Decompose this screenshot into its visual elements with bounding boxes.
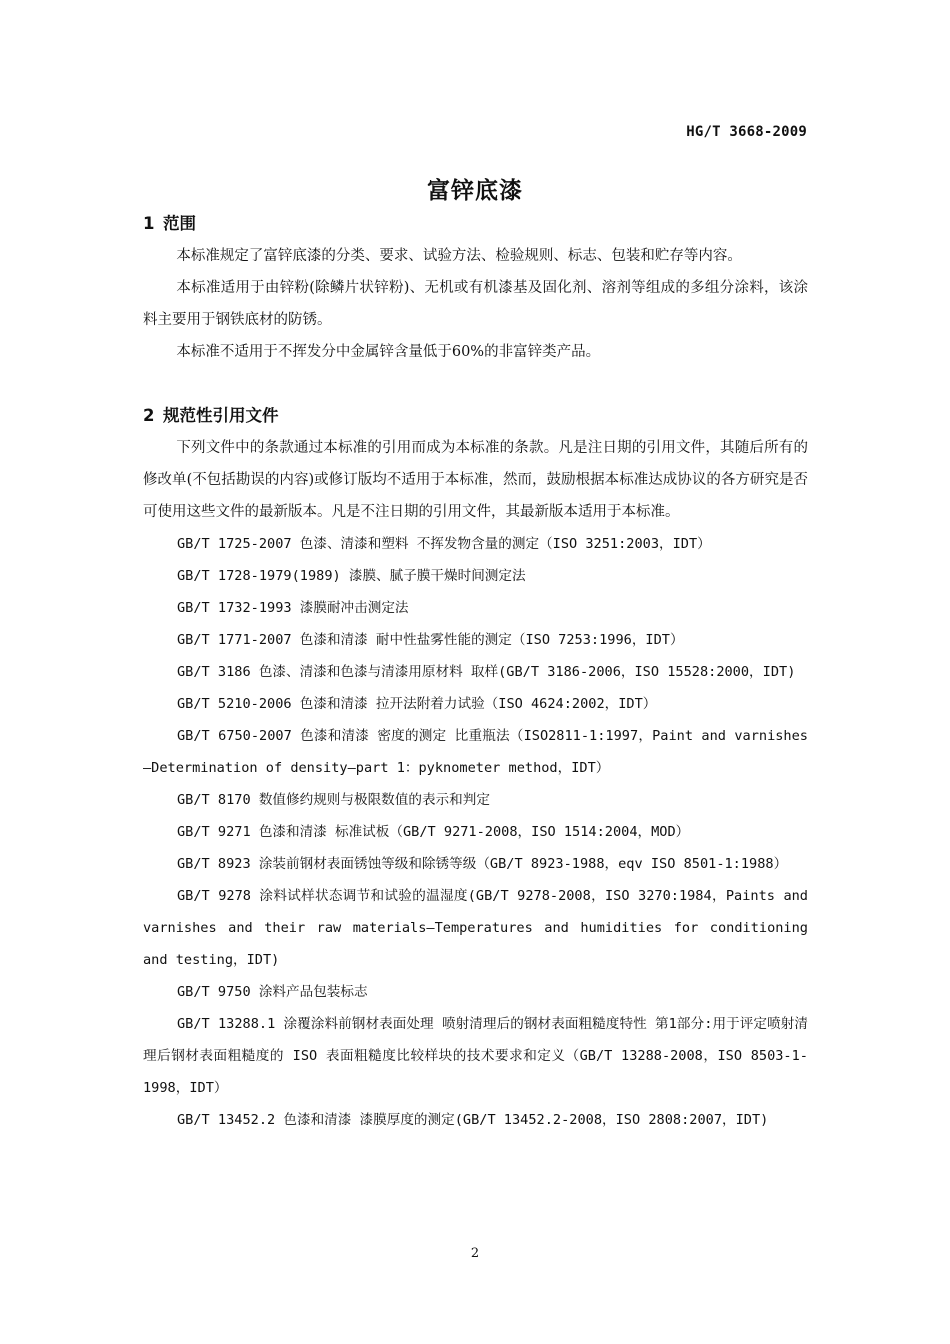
page-number: 2 bbox=[470, 1246, 480, 1261]
reference-item: GB/T 1732-1993 漆膜耐冲击测定法 bbox=[177, 600, 409, 616]
section-heading-normative-references bbox=[143, 400, 808, 432]
reference-item: GB/T 3186 色漆、清漆和色漆与清漆用原材料 取样(GB/T 3186-2006，ISO 15528:2000，IDT) bbox=[177, 664, 796, 680]
reference-item: GB/T 1728-1979(1989) 漆膜、腻子膜干燥时间测定法 bbox=[177, 568, 526, 584]
section-title: 规范性引用文件 bbox=[163, 406, 279, 425]
reference-item: GB/T 9750 涂料产品包装标志 bbox=[177, 984, 368, 1000]
scope-paragraph: 本标准规定了富锌底漆的分类、要求、试验方法、检验规则、标志、包装和贮存等内容。 bbox=[176, 248, 742, 264]
reference-item: GB/T 6750-2007 色漆和清漆 密度的测定 比重瓶法（ISO2811-1:1997，Paint and varnishes—Determination of density—part 1：pyknometer method，IDT） bbox=[143, 728, 808, 776]
standard-code: HG/T 3668-2009 bbox=[686, 124, 807, 140]
reference-item: GB/T 1771-2007 色漆和清漆 耐中性盐雾性能的测定（ISO 7253:1996，IDT） bbox=[177, 632, 684, 648]
reference-item: GB/T 1725-2007 色漆、清漆和塑料 不挥发物含量的测定（ISO 3251:2003，IDT） bbox=[177, 536, 711, 552]
reference-item: GB/T 5210-2006 色漆和清漆 拉开法附着力试验（ISO 4624:2002，IDT） bbox=[177, 696, 657, 712]
reference-item: GB/T 13288.1 涂覆涂料前钢材表面处理 喷射清理后的钢材表面粗糙度特性 第1部分:用于评定喷射清理后钢材表面粗糙度的 ISO 表面粗糙度比较样块的技术要求和定义（GB/T 13288-2008，ISO 8503-1-1998，IDT） bbox=[143, 1016, 808, 1096]
reference-item: GB/T 8170 数值修约规则与极限数值的表示和判定 bbox=[177, 792, 490, 808]
document-title: 富锌底漆 bbox=[427, 178, 523, 204]
reference-item: GB/T 9271 色漆和清漆 标准试板（GB/T 9271-2008，ISO 1514:2004，MOD） bbox=[177, 824, 690, 840]
reference-item: GB/T 13452.2 色漆和清漆 漆膜厚度的测定(GB/T 13452.2-2008，ISO 2808:2007，IDT) bbox=[177, 1112, 769, 1128]
scope-paragraph: 本标准适用于由锌粉(除鳞片状锌粉)、无机或有机漆基及固化剂、溶剂等组成的多组分涂料，该涂料主要用于钢铁底材的防锈。 bbox=[143, 280, 808, 328]
section-number: 1 bbox=[143, 214, 155, 233]
document-body bbox=[143, 208, 808, 1136]
section-title: 范围 bbox=[163, 214, 196, 233]
section-number: 2 bbox=[143, 406, 155, 425]
references-intro: 下列文件中的条款通过本标准的引用而成为本标准的条款。凡是注日期的引用文件，其随后所有的修改单(不包括勘误的内容)或修订版均不适用于本标准，然而，鼓励根据本标准达成协议的各方研究是否可使用这些文件的最新版本。凡是不注日期的引用文件，其最新版本适用于本标准。 bbox=[143, 440, 808, 520]
section-spacer bbox=[143, 368, 808, 400]
section-heading-scope bbox=[143, 208, 808, 240]
scope-paragraph: 本标准不适用于不挥发分中金属锌含量低于60%的非富锌类产品。 bbox=[176, 344, 601, 360]
reference-item: GB/T 9278 涂料试样状态调节和试验的温湿度(GB/T 9278-2008，ISO 3270:1984，Paints and varnishes and their raw materials—Temperatures and humidities for conditioning and testing，IDT) bbox=[143, 888, 808, 968]
reference-item: GB/T 8923 涂装前钢材表面锈蚀等级和除锈等级（GB/T 8923-1988，eqv ISO 8501-1:1988） bbox=[177, 856, 788, 872]
